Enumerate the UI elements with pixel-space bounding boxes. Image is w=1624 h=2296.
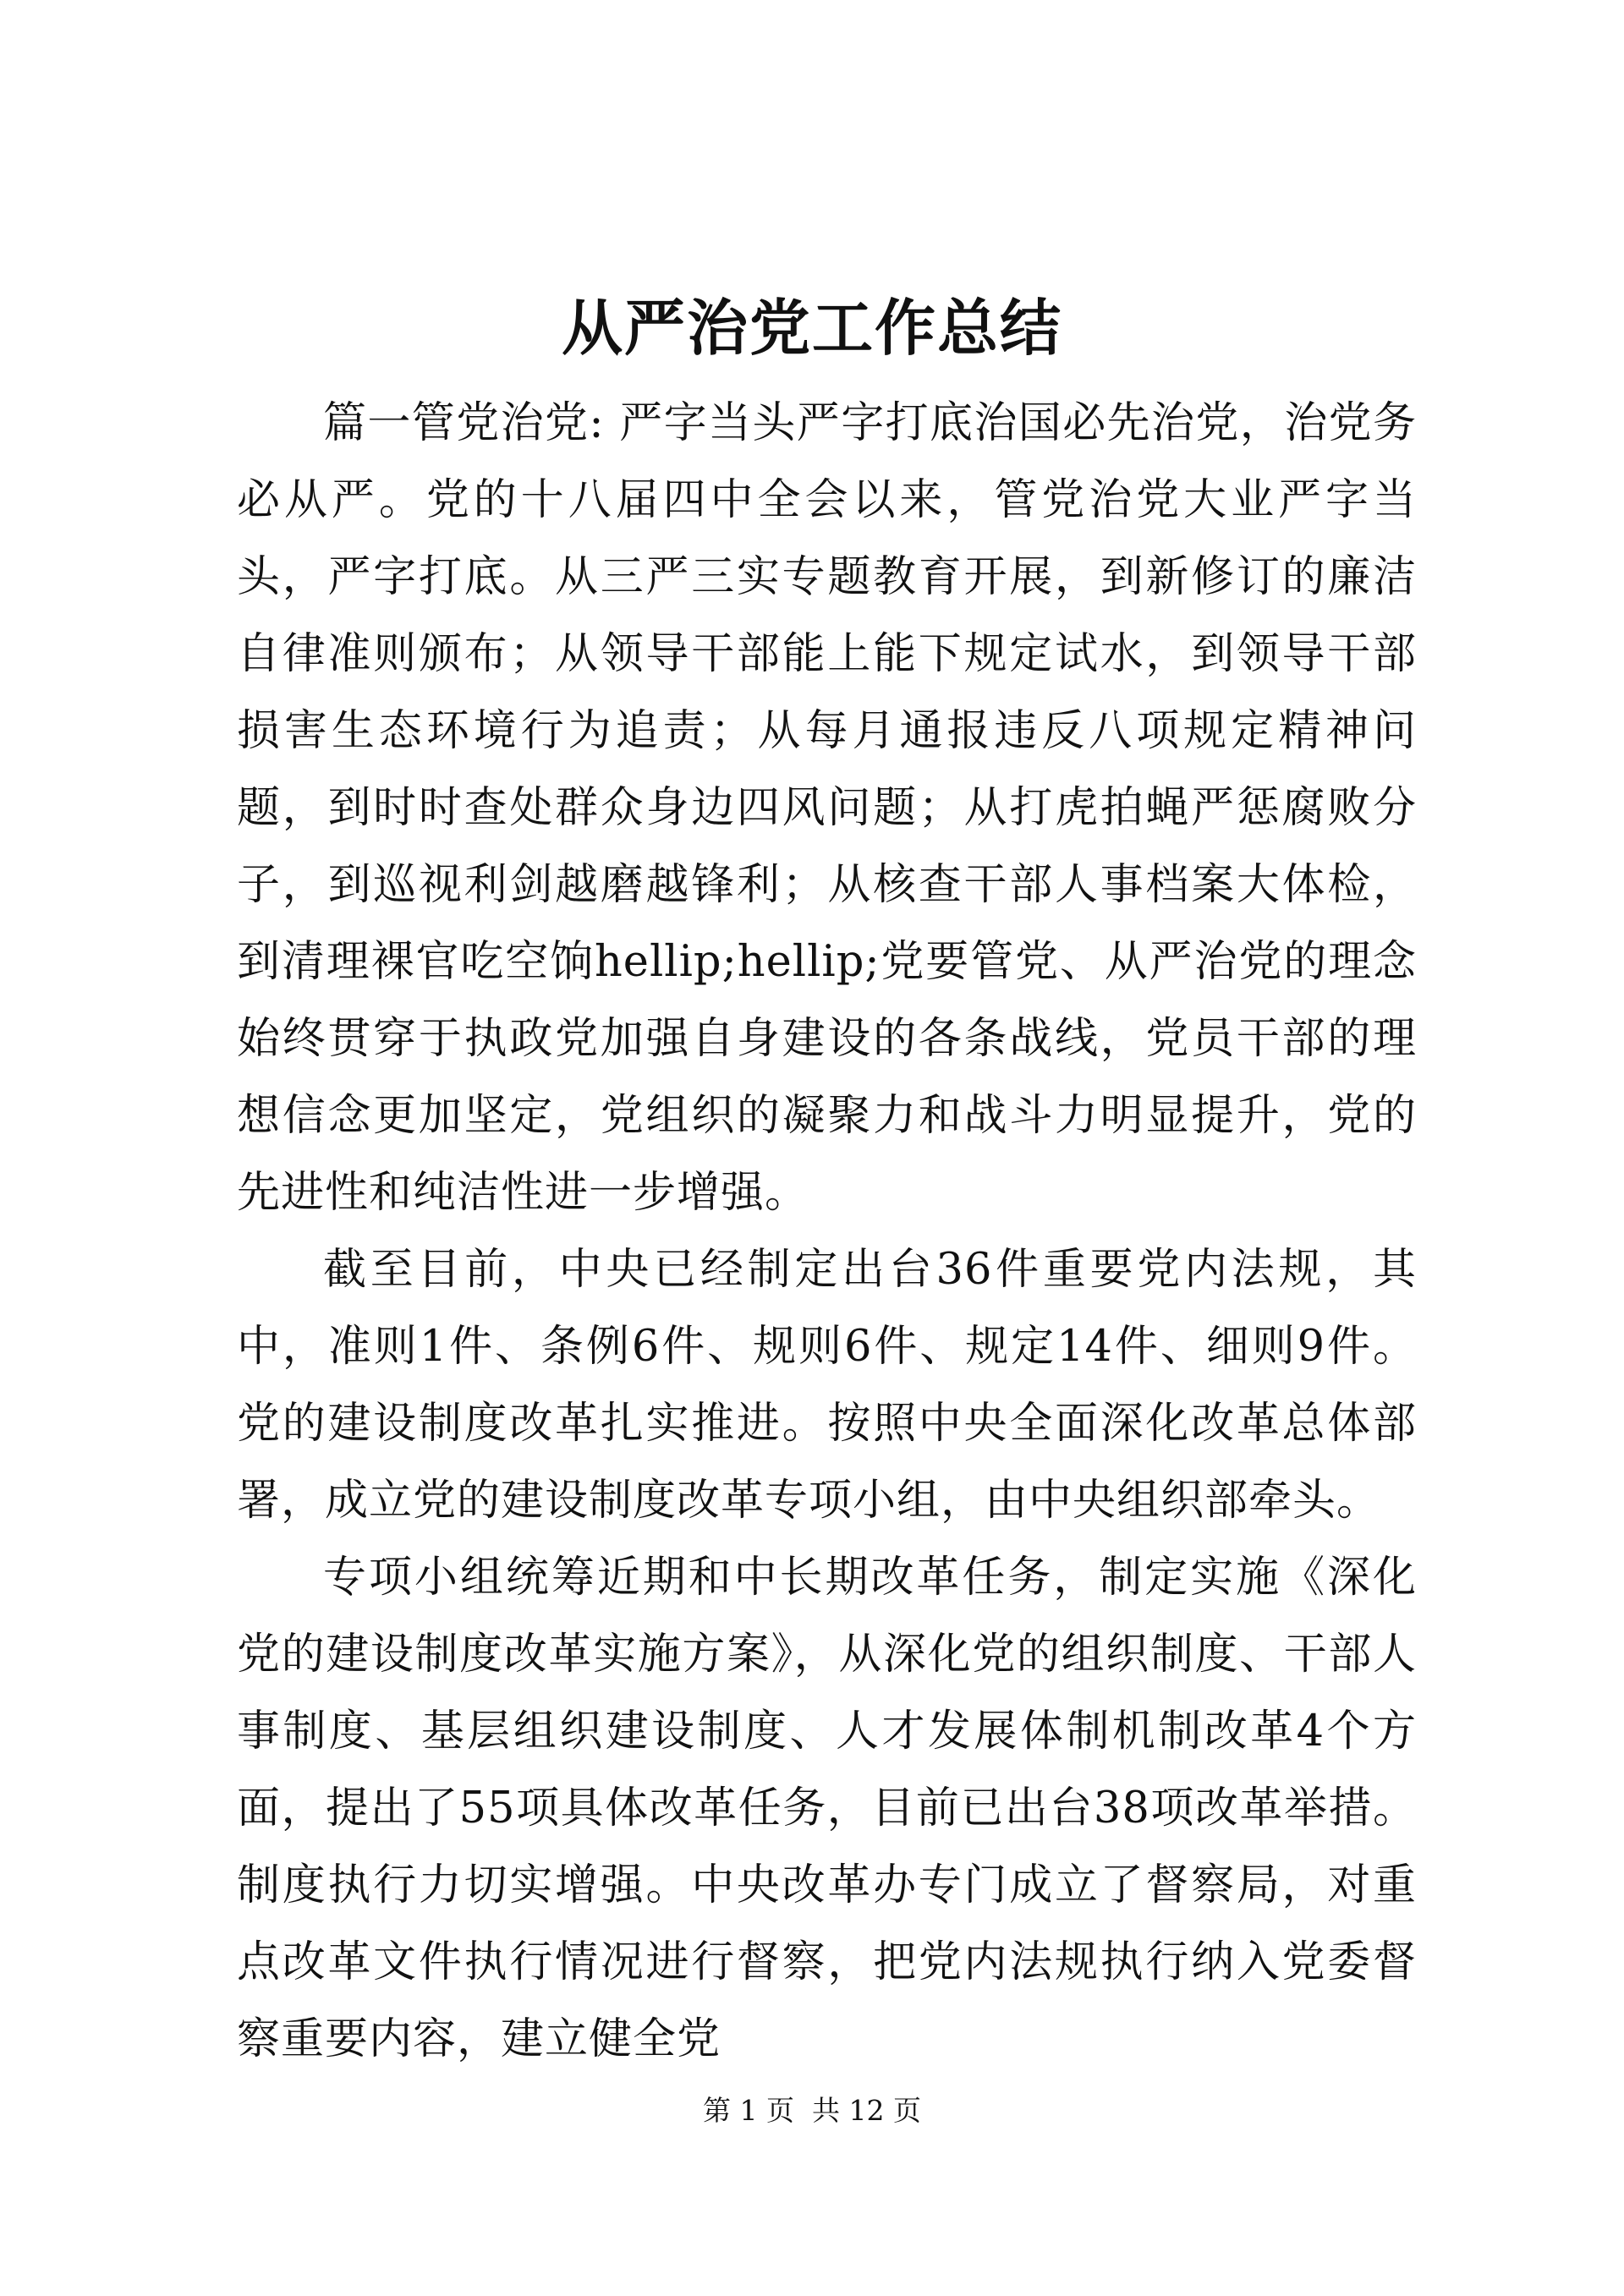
document-body bbox=[237, 385, 1417, 2078]
page-number: 第 1 页 共 12 页 bbox=[703, 2094, 921, 2127]
page-footer bbox=[0, 2091, 1624, 2131]
paragraph-1: 篇一管党治党: 严字当头严字打底治国必先治党，治党务必从严。党的十八届四中全会以来，管党治党大业严字当头，严字打底。从三严三实专题教育开展，到新修订的廉洁自律准则颁布；从领导干部能上能下规定试水，到领导干部损害生态环境行为追责；从每月通报违反八项规定精神问题，到时时查处群众身边四风问题；从打虎拍蝇严惩腐败分子，到巡视利剑越磨越锋利；从核查干部人事档案大体检，到清理裸官吃空饷hellip;hellip;党要管党、从严治党的理念始终贯穿于执政党加强自身建设的各条战线，党员干部的理想信念更加坚定，党组织的凝聚力和战斗力明显提升，党的先进性和纯洁性进一步增强。 bbox=[237, 398, 1417, 1218]
paragraph-3: 专项小组统筹近期和中长期改革任务，制定实施《深化党的建设制度改革实施方案》，从深化党的组织制度、干部人事制度、基层组织建设制度、人才发展体制机制改革4个方面，提出了55项具体改革任务，目前已出台38项改革举措。制度执行力切实增强。中央改革办专门成立了督察局，对重点改革文件执行情况进行督察，把党内法规执行纳入党委督察重要内容，建立健全党 bbox=[237, 1553, 1417, 2064]
document-title: 从严治党工作总结 bbox=[561, 292, 1062, 364]
paragraph-2: 截至目前，中央已经制定出台36件重要党内法规，其中，准则1件、条例6件、规则6件、规定14件、细则9件。党的建设制度改革扎实推进。按照中央全面深化改革总体部署，成立党的建设制度改革专项小组，由中央组织部牵头。 bbox=[237, 1245, 1417, 1526]
